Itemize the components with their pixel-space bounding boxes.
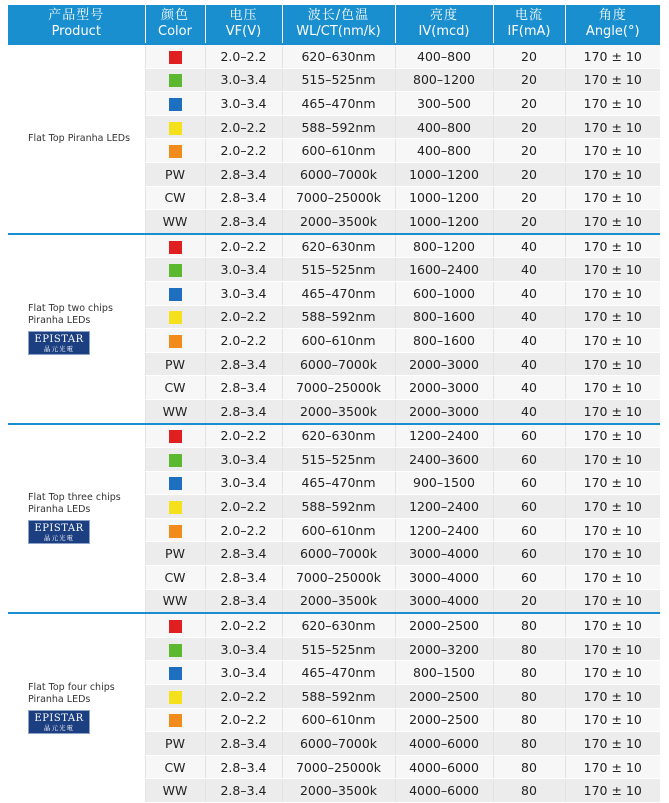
- color-cell: [145, 281, 205, 305]
- iv-cell: 600–1000: [395, 281, 493, 305]
- color-code: CW: [164, 759, 186, 775]
- yellow-swatch: [169, 122, 182, 135]
- green-swatch: [169, 74, 182, 87]
- logo-main-text: EPISTAR: [34, 333, 84, 345]
- vf-cell: 2.8–3.4: [205, 779, 282, 803]
- iv-cell: 2000–2500: [395, 613, 493, 637]
- angle-cell: 170 ± 10: [565, 258, 660, 282]
- if-cell: 20: [493, 162, 565, 186]
- iv-cell: 4000–6000: [395, 755, 493, 779]
- vf-cell: 2.8–3.4: [205, 732, 282, 756]
- angle-cell: 170 ± 10: [565, 732, 660, 756]
- header-wl-zh: 波长/色温: [307, 8, 370, 23]
- color-cell: [145, 779, 205, 803]
- header-color-zh: 颜色: [160, 8, 189, 23]
- wl-cell: 515–525nm: [282, 637, 395, 661]
- orange-swatch: [169, 145, 182, 158]
- wl-cell: 2000–3500k: [282, 399, 395, 423]
- table-row: [8, 234, 660, 258]
- color-cell: [145, 732, 205, 756]
- orange-swatch: [169, 335, 182, 348]
- color-cell: [145, 305, 205, 329]
- color-cell: [145, 92, 205, 116]
- wl-cell: 7000–25000k: [282, 755, 395, 779]
- vf-cell: 2.8–3.4: [205, 566, 282, 590]
- iv-cell: 2000–2500: [395, 708, 493, 732]
- iv-cell: 300–500: [395, 92, 493, 116]
- wl-cell: 600–610nm: [282, 329, 395, 353]
- color-cell: [145, 376, 205, 400]
- angle-cell: 170 ± 10: [565, 399, 660, 423]
- vf-cell: 2.0–2.2: [205, 518, 282, 542]
- angle-cell: 170 ± 10: [565, 92, 660, 116]
- angle-cell: 170 ± 10: [565, 708, 660, 732]
- red-swatch: [169, 620, 182, 633]
- orange-swatch: [169, 714, 182, 727]
- color-code: PW: [165, 546, 185, 562]
- if-cell: 80: [493, 755, 565, 779]
- vf-cell: 2.0–2.2: [205, 685, 282, 709]
- if-cell: 40: [493, 352, 565, 376]
- header-angle-zh: 角度: [598, 8, 627, 23]
- header-color: [145, 5, 205, 44]
- iv-cell: 800–1200: [395, 68, 493, 92]
- wl-cell: 7000–25000k: [282, 376, 395, 400]
- product-name: Flat Top two chips Piranha LEDs: [28, 302, 113, 326]
- product-group: [8, 424, 660, 614]
- led-spec-table: [8, 5, 660, 803]
- header-if: [493, 5, 565, 44]
- iv-cell: 400–800: [395, 139, 493, 163]
- product-cell: [8, 613, 145, 802]
- if-cell: 40: [493, 234, 565, 258]
- header-if-zh: 电流: [514, 8, 543, 23]
- blue-swatch: [169, 477, 182, 490]
- wl-cell: 465–470nm: [282, 661, 395, 685]
- header-product: [8, 5, 145, 44]
- wl-cell: 620–630nm: [282, 424, 395, 448]
- iv-cell: 2000–3000: [395, 376, 493, 400]
- color-cell: [145, 44, 205, 68]
- yellow-swatch: [169, 311, 182, 324]
- color-cell: [145, 589, 205, 613]
- wl-cell: 620–630nm: [282, 613, 395, 637]
- angle-cell: 170 ± 10: [565, 542, 660, 566]
- wl-cell: 6000–7000k: [282, 162, 395, 186]
- angle-cell: 170 ± 10: [565, 162, 660, 186]
- if-cell: 80: [493, 685, 565, 709]
- color-cell: [145, 495, 205, 519]
- product-name: Flat Top three chips Piranha LEDs: [28, 492, 121, 516]
- angle-cell: 170 ± 10: [565, 424, 660, 448]
- wl-cell: 465–470nm: [282, 92, 395, 116]
- angle-cell: 170 ± 10: [565, 186, 660, 210]
- wl-cell: 2000–3500k: [282, 589, 395, 613]
- vf-cell: 2.8–3.4: [205, 399, 282, 423]
- iv-cell: 2000–2500: [395, 685, 493, 709]
- iv-cell: 1600–2400: [395, 258, 493, 282]
- angle-cell: 170 ± 10: [565, 329, 660, 353]
- color-cell: [145, 162, 205, 186]
- angle-cell: 170 ± 10: [565, 685, 660, 709]
- vf-cell: 2.8–3.4: [205, 589, 282, 613]
- angle-cell: 170 ± 10: [565, 613, 660, 637]
- vf-cell: 2.8–3.4: [205, 210, 282, 234]
- wl-cell: 588–592nm: [282, 685, 395, 709]
- color-cell: [145, 115, 205, 139]
- red-swatch: [169, 241, 182, 254]
- iv-cell: 2000–3200: [395, 637, 493, 661]
- if-cell: 80: [493, 637, 565, 661]
- wl-cell: 600–610nm: [282, 139, 395, 163]
- vf-cell: 2.8–3.4: [205, 162, 282, 186]
- angle-cell: 170 ± 10: [565, 495, 660, 519]
- vf-cell: 3.0–3.4: [205, 471, 282, 495]
- vf-cell: 3.0–3.4: [205, 448, 282, 472]
- wl-cell: 6000–7000k: [282, 542, 395, 566]
- vf-cell: 3.0–3.4: [205, 281, 282, 305]
- blue-swatch: [169, 98, 182, 111]
- yellow-swatch: [169, 501, 182, 514]
- wl-cell: 6000–7000k: [282, 732, 395, 756]
- angle-cell: 170 ± 10: [565, 68, 660, 92]
- wl-cell: 6000–7000k: [282, 352, 395, 376]
- vf-cell: 2.0–2.2: [205, 329, 282, 353]
- angle-cell: 170 ± 10: [565, 589, 660, 613]
- color-cell: [145, 448, 205, 472]
- header-row: [8, 5, 660, 44]
- if-cell: 60: [493, 518, 565, 542]
- angle-cell: 170 ± 10: [565, 779, 660, 803]
- if-cell: 80: [493, 779, 565, 803]
- angle-cell: 170 ± 10: [565, 352, 660, 376]
- wl-cell: 2000–3500k: [282, 210, 395, 234]
- header-angle-en: Angle(°): [585, 24, 640, 39]
- iv-cell: 800–1200: [395, 234, 493, 258]
- epistar-logo: [28, 520, 90, 544]
- wl-cell: 7000–25000k: [282, 186, 395, 210]
- if-cell: 20: [493, 139, 565, 163]
- blue-swatch: [169, 288, 182, 301]
- logo-main-text: EPISTAR: [34, 713, 84, 725]
- vf-cell: 2.0–2.2: [205, 139, 282, 163]
- iv-cell: 900–1500: [395, 471, 493, 495]
- color-cell: [145, 234, 205, 258]
- header-wl-en: WL/CT(nm/k): [296, 24, 381, 39]
- iv-cell: 400–800: [395, 44, 493, 68]
- if-cell: 20: [493, 186, 565, 210]
- color-code: PW: [165, 166, 185, 182]
- color-code: CW: [164, 190, 186, 206]
- yellow-swatch: [169, 691, 182, 704]
- vf-cell: 2.8–3.4: [205, 352, 282, 376]
- logo-sub-text: 晶元光電: [44, 724, 74, 733]
- iv-cell: 2000–3000: [395, 399, 493, 423]
- table-row: [8, 44, 660, 68]
- if-cell: 40: [493, 258, 565, 282]
- wl-cell: 515–525nm: [282, 258, 395, 282]
- product-name: Flat Top four chips Piranha LEDs: [28, 682, 115, 706]
- wl-cell: 588–592nm: [282, 305, 395, 329]
- iv-cell: 1200–2400: [395, 518, 493, 542]
- if-cell: 40: [493, 399, 565, 423]
- angle-cell: 170 ± 10: [565, 661, 660, 685]
- header-angle: [565, 5, 660, 44]
- color-cell: [145, 352, 205, 376]
- vf-cell: 2.8–3.4: [205, 376, 282, 400]
- iv-cell: 2400–3600: [395, 448, 493, 472]
- if-cell: 20: [493, 68, 565, 92]
- color-cell: [145, 399, 205, 423]
- if-cell: 40: [493, 329, 565, 353]
- vf-cell: 2.0–2.2: [205, 234, 282, 258]
- logo-sub-text: 晶元光電: [44, 344, 74, 353]
- angle-cell: 170 ± 10: [565, 210, 660, 234]
- if-cell: 40: [493, 376, 565, 400]
- green-swatch: [169, 644, 182, 657]
- wl-cell: 620–630nm: [282, 234, 395, 258]
- color-cell: [145, 139, 205, 163]
- header-vf-en: VF(V): [225, 24, 262, 39]
- color-code: CW: [164, 569, 186, 585]
- iv-cell: 4000–6000: [395, 779, 493, 803]
- color-cell: [145, 613, 205, 637]
- color-cell: [145, 637, 205, 661]
- iv-cell: 1000–1200: [395, 186, 493, 210]
- green-swatch: [169, 454, 182, 467]
- vf-cell: 2.0–2.2: [205, 44, 282, 68]
- vf-cell: 2.0–2.2: [205, 305, 282, 329]
- header-iv: [395, 5, 493, 44]
- iv-cell: 4000–6000: [395, 732, 493, 756]
- angle-cell: 170 ± 10: [565, 139, 660, 163]
- color-cell: [145, 566, 205, 590]
- if-cell: 80: [493, 732, 565, 756]
- header-vf-zh: 电压: [229, 8, 258, 23]
- if-cell: 20: [493, 92, 565, 116]
- if-cell: 40: [493, 281, 565, 305]
- header-iv-en: IV(mcd): [418, 24, 470, 39]
- product-group: [8, 234, 660, 424]
- header-product-en: Product: [51, 24, 101, 39]
- color-cell: [145, 258, 205, 282]
- header-color-en: Color: [158, 24, 192, 39]
- angle-cell: 170 ± 10: [565, 44, 660, 68]
- angle-cell: 170 ± 10: [565, 376, 660, 400]
- angle-cell: 170 ± 10: [565, 115, 660, 139]
- vf-cell: 3.0–3.4: [205, 68, 282, 92]
- iv-cell: 400–800: [395, 115, 493, 139]
- header-vf: [205, 5, 282, 44]
- product-group: [8, 44, 660, 234]
- vf-cell: 3.0–3.4: [205, 258, 282, 282]
- epistar-logo: [28, 331, 90, 355]
- color-cell: [145, 186, 205, 210]
- if-cell: 20: [493, 44, 565, 68]
- vf-cell: 3.0–3.4: [205, 637, 282, 661]
- color-cell: [145, 68, 205, 92]
- vf-cell: 2.8–3.4: [205, 542, 282, 566]
- color-code: WW: [162, 593, 188, 609]
- color-cell: [145, 210, 205, 234]
- if-cell: 60: [493, 495, 565, 519]
- table-row: [8, 424, 660, 448]
- color-cell: [145, 518, 205, 542]
- color-cell: [145, 708, 205, 732]
- if-cell: 80: [493, 708, 565, 732]
- iv-cell: 800–1600: [395, 329, 493, 353]
- angle-cell: 170 ± 10: [565, 566, 660, 590]
- if-cell: 80: [493, 613, 565, 637]
- logo-main-text: EPISTAR: [34, 523, 84, 535]
- if-cell: 20: [493, 210, 565, 234]
- vf-cell: 2.0–2.2: [205, 613, 282, 637]
- vf-cell: 2.0–2.2: [205, 424, 282, 448]
- iv-cell: 3000–4000: [395, 566, 493, 590]
- iv-cell: 3000–4000: [395, 589, 493, 613]
- color-cell: [145, 471, 205, 495]
- table-row: [8, 613, 660, 637]
- if-cell: 20: [493, 589, 565, 613]
- product-cell: [8, 234, 145, 424]
- epistar-logo: [28, 710, 90, 734]
- wl-cell: 515–525nm: [282, 68, 395, 92]
- color-cell: [145, 661, 205, 685]
- wl-cell: 600–610nm: [282, 518, 395, 542]
- iv-cell: 2000–3000: [395, 352, 493, 376]
- color-code: PW: [165, 356, 185, 372]
- blue-swatch: [169, 667, 182, 680]
- color-cell: [145, 542, 205, 566]
- header-wl: [282, 5, 395, 44]
- angle-cell: 170 ± 10: [565, 234, 660, 258]
- iv-cell: 1200–2400: [395, 424, 493, 448]
- green-swatch: [169, 264, 182, 277]
- iv-cell: 1200–2400: [395, 495, 493, 519]
- if-cell: 40: [493, 305, 565, 329]
- vf-cell: 3.0–3.4: [205, 661, 282, 685]
- iv-cell: 1000–1200: [395, 210, 493, 234]
- color-code: PW: [165, 736, 185, 752]
- if-cell: 60: [493, 542, 565, 566]
- color-code: WW: [162, 213, 188, 229]
- product-group: [8, 613, 660, 802]
- color-cell: [145, 329, 205, 353]
- angle-cell: 170 ± 10: [565, 281, 660, 305]
- product-cell: [8, 44, 145, 234]
- angle-cell: 170 ± 10: [565, 448, 660, 472]
- if-cell: 60: [493, 566, 565, 590]
- wl-cell: 7000–25000k: [282, 566, 395, 590]
- if-cell: 60: [493, 424, 565, 448]
- if-cell: 60: [493, 471, 565, 495]
- header-product-zh: 产品型号: [48, 8, 105, 23]
- if-cell: 20: [493, 115, 565, 139]
- iv-cell: 3000–4000: [395, 542, 493, 566]
- iv-cell: 800–1600: [395, 305, 493, 329]
- color-code: WW: [162, 403, 188, 419]
- angle-cell: 170 ± 10: [565, 471, 660, 495]
- wl-cell: 465–470nm: [282, 471, 395, 495]
- logo-sub-text: 晶元光電: [44, 534, 74, 543]
- if-cell: 60: [493, 448, 565, 472]
- wl-cell: 515–525nm: [282, 448, 395, 472]
- angle-cell: 170 ± 10: [565, 755, 660, 779]
- wl-cell: 600–610nm: [282, 708, 395, 732]
- iv-cell: 1000–1200: [395, 162, 493, 186]
- wl-cell: 588–592nm: [282, 495, 395, 519]
- angle-cell: 170 ± 10: [565, 637, 660, 661]
- header-iv-zh: 亮度: [429, 8, 458, 23]
- wl-cell: 465–470nm: [282, 281, 395, 305]
- color-cell: [145, 424, 205, 448]
- vf-cell: 2.0–2.2: [205, 115, 282, 139]
- red-swatch: [169, 430, 182, 443]
- if-cell: 80: [493, 661, 565, 685]
- vf-cell: 2.8–3.4: [205, 755, 282, 779]
- angle-cell: 170 ± 10: [565, 305, 660, 329]
- color-code: CW: [164, 380, 186, 396]
- product-name: Flat Top Piranha LEDs: [28, 132, 131, 144]
- table-header: [8, 5, 660, 44]
- color-code: WW: [162, 783, 188, 799]
- angle-cell: 170 ± 10: [565, 518, 660, 542]
- iv-cell: 800–1500: [395, 661, 493, 685]
- orange-swatch: [169, 525, 182, 538]
- color-cell: [145, 755, 205, 779]
- vf-cell: 2.8–3.4: [205, 186, 282, 210]
- wl-cell: 588–592nm: [282, 115, 395, 139]
- wl-cell: 2000–3500k: [282, 779, 395, 803]
- vf-cell: 2.0–2.2: [205, 708, 282, 732]
- vf-cell: 2.0–2.2: [205, 495, 282, 519]
- wl-cell: 620–630nm: [282, 44, 395, 68]
- product-cell: [8, 424, 145, 614]
- header-if-en: IF(mA): [507, 24, 551, 39]
- red-swatch: [169, 51, 182, 64]
- vf-cell: 3.0–3.4: [205, 92, 282, 116]
- color-cell: [145, 685, 205, 709]
